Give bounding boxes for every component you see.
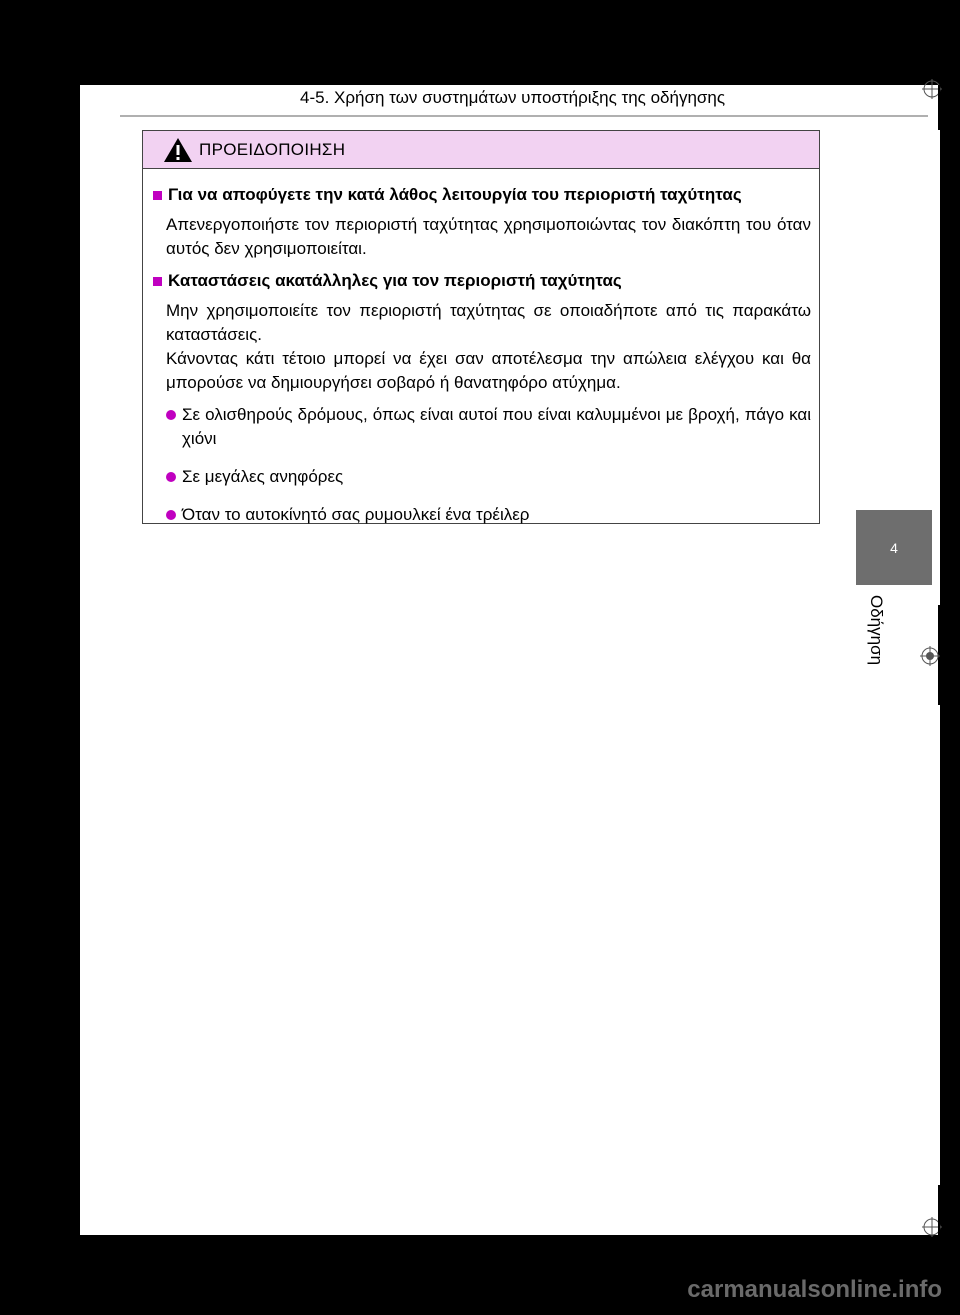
list-item: Σε μεγάλες ανηφόρες (166, 465, 811, 489)
section-heading: Για να αποφύγετε την κατά λάθος λειτουργία του περιοριστή ταχύτητας (153, 183, 811, 207)
list-item: Όταν το αυτοκίνητό σας ρυμουλκεί ένα τρέιλερ (166, 503, 811, 527)
round-bullet-icon (166, 510, 176, 520)
warning-header (143, 131, 819, 169)
chapter-label: Οδήγηση (867, 595, 886, 666)
chapter-tab (856, 510, 932, 585)
section-heading: Καταστάσεις ακατάλληλες για τον περιοριστή ταχύτητας (153, 269, 811, 293)
trim-stripe (938, 1185, 940, 1235)
header-divider (120, 115, 928, 117)
registration-mark-icon (920, 646, 940, 666)
warning-triangle-icon (163, 137, 193, 163)
paragraph: Απενεργοποιήστε τον περιοριστή ταχύτητας χρησιμοποιώντας τον διακόπτη του όταν αυτός δεν χρησιμοποιείται. (166, 215, 811, 258)
chapter-number: 4 (890, 539, 898, 556)
square-bullet-icon (153, 191, 162, 200)
round-bullet-icon (166, 410, 176, 420)
warning-body (143, 169, 819, 527)
paragraph: Μην χρησιμοποιείτε τον περιοριστή ταχύτητας σε οποιαδήποτε από τις παρακάτω καταστάσεις. (166, 301, 811, 344)
manual-page (80, 85, 940, 1235)
warning-title: ΠΡΟΕΙΔΟΠΟΙΗΣΗ (199, 139, 346, 159)
watermark: carmanualsonline.info (687, 1276, 942, 1303)
paragraph: Κάνοντας κάτι τέτοιο μπορεί να έχει σαν αποτέλεσμα την απώλεια ελέγχου και θα μπορούσε να δημιουργήσει σοβαρό ή θανατηφόρο ατύχημα. (166, 349, 811, 392)
warning-box (142, 130, 820, 524)
trim-stripe (938, 85, 940, 130)
round-bullet-icon (166, 472, 176, 482)
section-header: 4-5. Χρήση των συστημάτων υποστήριξης της οδήγησης (300, 88, 726, 107)
list-item: Σε ολισθηρούς δρόμους, όπως είναι αυτοί που είναι καλυμμένοι με βροχή, πάγο και χιόνι (166, 403, 811, 451)
square-bullet-icon (153, 277, 162, 286)
